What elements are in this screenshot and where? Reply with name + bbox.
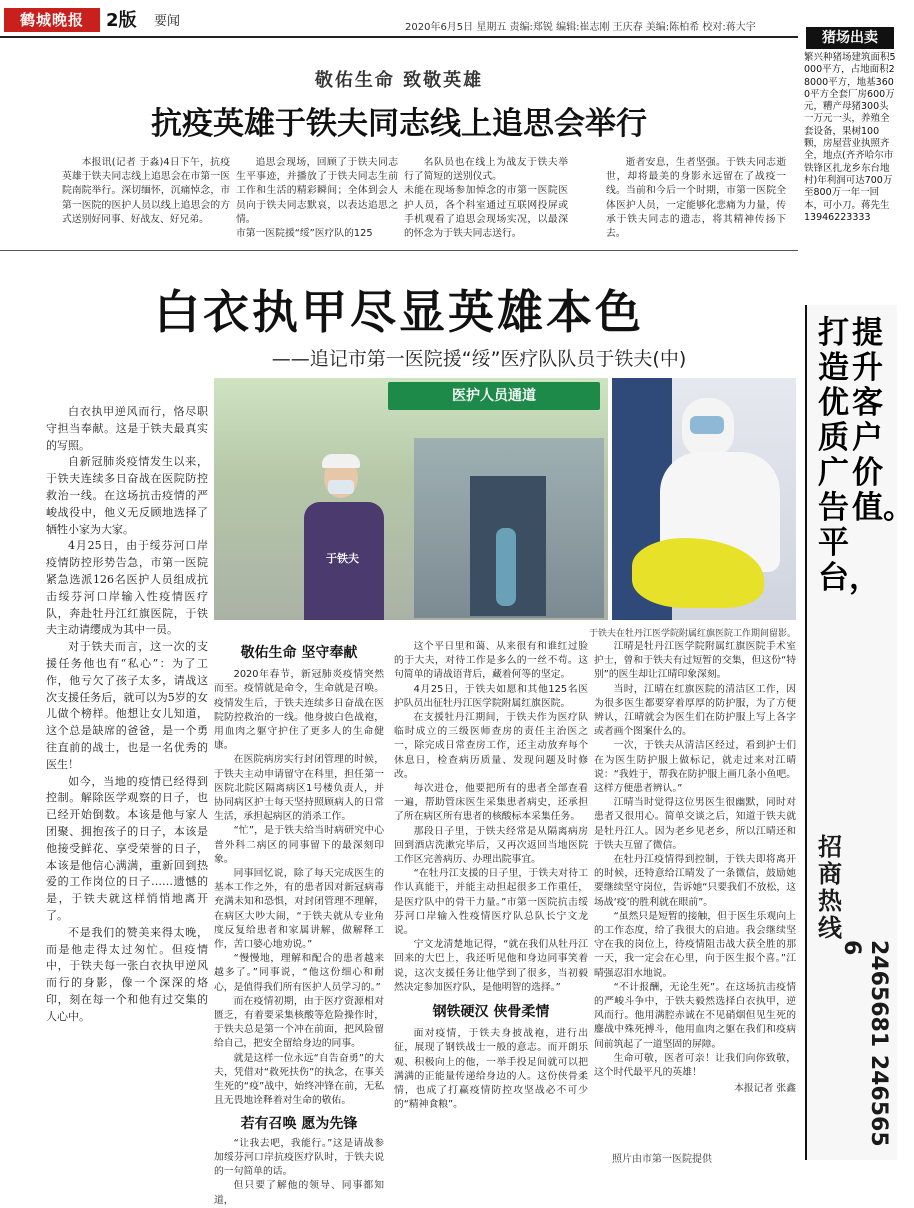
paper-logo: 鹤城晚报: [4, 8, 100, 32]
article2-col3: 这个平日里和蔼、从来很有和谁红过脸的于大夫，对待工作是多么的一丝不苟。这句简单的请战语背后，藏着何等的坚定。 4月25日，于铁夫如愿和其他125名医护队员出征牡丹江医学院附属红旗医院。 在支援牡丹江期间，于铁夫作为医疗队临时成立的三级医师查房的责任主治医之一，除完成日常查房工作，还主动放弃每个休息日，检查病历质量、发现问题及时修改。 每次进仓，他要把所有的患者全部查看一遍，帮助管床医生采集患者病史，还承担了所在病区所有患者的核酸标本采集任务。 那段日子里，于铁夫经常是从隔离病房回到酒店洗漱完毕后，又再次返回当地医院工作区完善病历、办理出院事宜。 “在牡丹江支援的日子里，于铁夫对待工作认真能干，并能主动担起很多工作重任，是医疗队中的骨干力量。”市第一医院抗击绥芬河口岸输入性疫情医疗队总队长宁文龙说。 宁文龙清楚地记得，“就在我们从牡丹江回来的大巴上，我还听见他和身边同事笑着说，这次支援任务让他学到了很多，当初毅然决定参加医疗队，是他明智的选择。” 钢铁硬汉 侠骨柔情 面对疫情，于铁夫身披战袍，进行出征，展现了钢铁战士一般的意志。而开朗乐观、积极向上的他，一举手投足间就可以把满满的正能量传递给身边的人。这份侠骨柔情，也成了打赢疫情防控攻坚战必不可少的“精神食粮”。: [394, 641, 588, 1111]
editor-metadata: 2020年6月5日 星期五 责编:郑锐 编辑:崔志刚 王庆春 美编:陈柏希 校对:蒋大宇: [405, 22, 756, 33]
article2-col2: 敬佑生命 坚守奉献 2020年春节，新冠肺炎疫情突然而至。疫情就是命令，生命就是召唤。疫情发生后，于铁夫连续多日奋战在医院防控救治的一线。他身披白色战袍，用血肉之躯守护住了更多人的生命健康。 在医院病房实行封闭管理的时候，于铁夫主动申请留守在科里，担任第一医院北院区隔离病区1号楼负责人，并协同病区护士每天坚持照顾病人的日常生活，承担起病区的消杀工作。 “忙”，是于铁夫给当时病研究中心普外科二病区的同事留下的最深刻印象。 同事回忆说，除了每天完成医生的基本工作之外，有的患者因对新冠病毒充满未知和恐惧，对封闭管理不理解，在病区大吵大闹，“于铁夫就从专业角度反复给患者和家属讲解，做解释工作，苦口婆心地劝说。” “慢慢地，理解和配合的患者越来越多了。”同事说，“他这份细心和耐心，是值得我们所有医护人员学习的。” 而在疫情初期，由于医疗资源相对匮乏，有着要采集核酸等危险操作时，于铁夫总是第一个冲在前面，把风险留给自己，把安全留给身边的同事。 就是这样一位永远“自告奋勇”的大夫，凭借对“救死扶伤”的执念，在事关生死的“疫”战中，始终冲锋在前，无私且无畏地诠释着对生命的敬佑。 若有召唤 愿为先锋 “让我去吧，我能行。”这是请战参加绥芬河口岸抗疫医疗队时，于铁夫说的一句简单的话。 但只要了解他的领导、同事都知道，: [214, 645, 384, 1206]
article2-subhead: ——追记市第一医院援“绥”医疗队队员于铁夫(中): [271, 348, 687, 370]
sale-ad-body: 繁兴种猪场建筑面积5000平方，占地面积28000平方，地基3600平方全套厂房600万元，糟产母猪300头一万元一头，养殖全套设备，果树100颗，房屋营业执照齐全，地点(齐齐哈尔市铁锋区扎龙乡东台地村)年利润可达700万至800万一年一回本，可小刀。蒋先生 13946223333: [804, 52, 896, 223]
article1-col2: 追思会现场，回顾了于铁夫同志生平事迹，并播放了于铁夫同志生前工作和生活的精彩瞬间；全体到会人员向于铁夫同志默哀，以表达追思之情。 市第一医院援“绥”医疗队的125: [236, 157, 398, 240]
goggles: [690, 416, 724, 434]
distant-person: [496, 528, 516, 606]
subsection-title-1: 敬佑生命 坚守奉献: [240, 645, 358, 661]
article1-col4: 逝者安息，生者坚强。于铁夫同志逝世，却将最美的身影永远留在了战疫一线。当前和今后一个时期，市第一医院全体医护人员，一定能够化悲痛为力量，传承于铁夫同志的遗志，将其精神传扬下去。: [606, 157, 786, 240]
section-name: 要闻: [154, 14, 181, 29]
subsection-title-3: 钢铁硬汉 侠骨柔情: [432, 1004, 550, 1021]
photo-credit: 照片由市第一医院提供: [612, 1154, 712, 1165]
section-divider: [0, 250, 798, 251]
photo-protective-suit: [612, 378, 796, 620]
ad-slogan-line2: 提升客户价值。: [852, 315, 914, 526]
article2-col4: 江晴是牡丹江医学院附属红旗医院手术室护士，曾和于铁夫有过短暂的交集，但这份“特别”的医生却让江晴印象深刻。 当时，江晴在红旗医院的清洁区工作，因为很多医生都要穿着厚厚的防护服，为了方便辨认，江晴就会为医生们在防护服上写上各字或者画个图案什么的。 一次，于铁夫从清洁区经过，看到护士们在为医生防护服上做标记，就走过来对江晴说：“我姓于，帮我在防护服上画几条小鱼吧。这样方便患者辨认。” 江晴当时觉得这位男医生很幽默，同时对患者又很用心。简单交谈之后，知道于铁夫就是牡丹江人。因为老乡见老乡，所以江晴还和于铁夫互留了微信。 在牡丹江疫情得到控制，于铁夫即将离开的时候，还特意给江晴发了一条微信，鼓励她要继续坚守岗位，告诉她“只要我们不放松，这场战‘疫’的胜利就在眼前”。 “虽然只是短暂的接触，但于医生乐观向上的工作态度，给了我很大的启迪。我会继续坚守在我的岗位上，待疫情阻击战大获全胜的那一天，我一定会在心里，向于医生报个喜。”江晴强忍泪水地说。 “不计报酬，无论生死”。在这场抗击疫情的严峻斗争中，于铁夫毅然选择白衣执甲，逆风而行。他用满腔赤诚在不见硝烟但见生死的鏖战中殊死搏斗，他用血肉之躯在我们和疫病间前筑起了一道坚固的屏障。 生命可敬，医者可亲！让我们向你致敬，这个时代最平凡的英雄！ 本报记者 张鑫: [594, 640, 796, 1097]
article2-headline: 白衣执甲尽显英雄本色: [154, 285, 644, 339]
article1-headline: 抗疫英雄于铁夫同志线上追思会举行: [151, 106, 647, 142]
article1-kicker: 敬佑生命 致敬英雄: [314, 70, 484, 91]
byline: 本报记者 张鑫: [734, 1083, 796, 1095]
ad-phones: 2465681 2465656: [839, 940, 891, 1147]
ad-invite: 招商热线: [818, 833, 842, 942]
masthead-rule: [0, 36, 798, 38]
doctor-figure: [304, 458, 384, 620]
article1-col1: 本报讯(记者 于淼)4日下午，抗疫英雄于铁夫同志线上追思会在市第一医院南院举行。深切缅怀，沉痛悼念，市第一医院的医护人员以线上追思会的方式送别好同事、好战友、好兄弟。: [62, 157, 230, 225]
article1-col3: 名队员也在线上为战友于铁夫举行了简短的送别仪式。 未能在现场参加悼念的市第一医院医护人员，各个科室通过互联网投屏或手机观看了追思会现场实况，以最深的怀念为于铁夫同志送行。: [404, 157, 568, 240]
vest-label: 于铁夫: [326, 552, 359, 565]
corridor-banner: 医护人员通道: [388, 382, 600, 410]
article2-lead-column: 白衣执甲逆风而行，恪尽职守担当奉献。这是于铁夫最真实的写照。 自新冠肺炎疫情发生以来，于铁夫连续多日奋战在医院防控救治一线。在这场抗击疫情的严峻战役中，他义无反顾地选择了牺牲小家为大家。 4月25日，由于绥芬河口岸疫情防控形势告急，市第一医院紧急选派126名医护人员组成抗击绥芬河口岸输入性疫情医疗队，奔赴牡丹江红旗医院，于铁夫主动请缨成为其中一员。 对于铁夫而言，这一次的支援任务他也有“私心”：为了工作，他亏欠了孩子太多，请战这次支援任务后，就可以为5岁的女儿做个榜样。他想让女儿知道，这个总是缺席的爸爸，是一个勇往直前的战士，也是一名优秀的医生！ 如今，当地的疫情已经得到控制。解除医学观察的日子，也已经开始倒数。本该是他与家人团聚、拥抱孩子的日子，本该是他接受鲜花、享受荣誉的日子，本该是他信心满满，重新回到热爱的工作岗位的日子……遗憾的是，于铁夫就这样悄悄地离开了。 不是我们的赞美来得太晚，而是他走得太过匆忙。但疫情中，于铁夫每一张白衣执甲逆风而行的身影，像一个深深的烙印，刻在每一个和他有过交集的人心中。: [46, 405, 208, 1023]
ad-slogan-line1: 打造优质广告平台，: [818, 315, 880, 596]
page-number: 2版: [106, 10, 137, 31]
sale-ad-title: 猪场出卖: [806, 27, 894, 49]
photo-doctor-corridor: [214, 378, 608, 620]
subsection-title-2: 若有召唤 愿为先锋: [240, 1115, 358, 1132]
photo-caption: 于铁夫在牡丹江医学院附属红旗医院工作期间留影。: [588, 629, 796, 639]
